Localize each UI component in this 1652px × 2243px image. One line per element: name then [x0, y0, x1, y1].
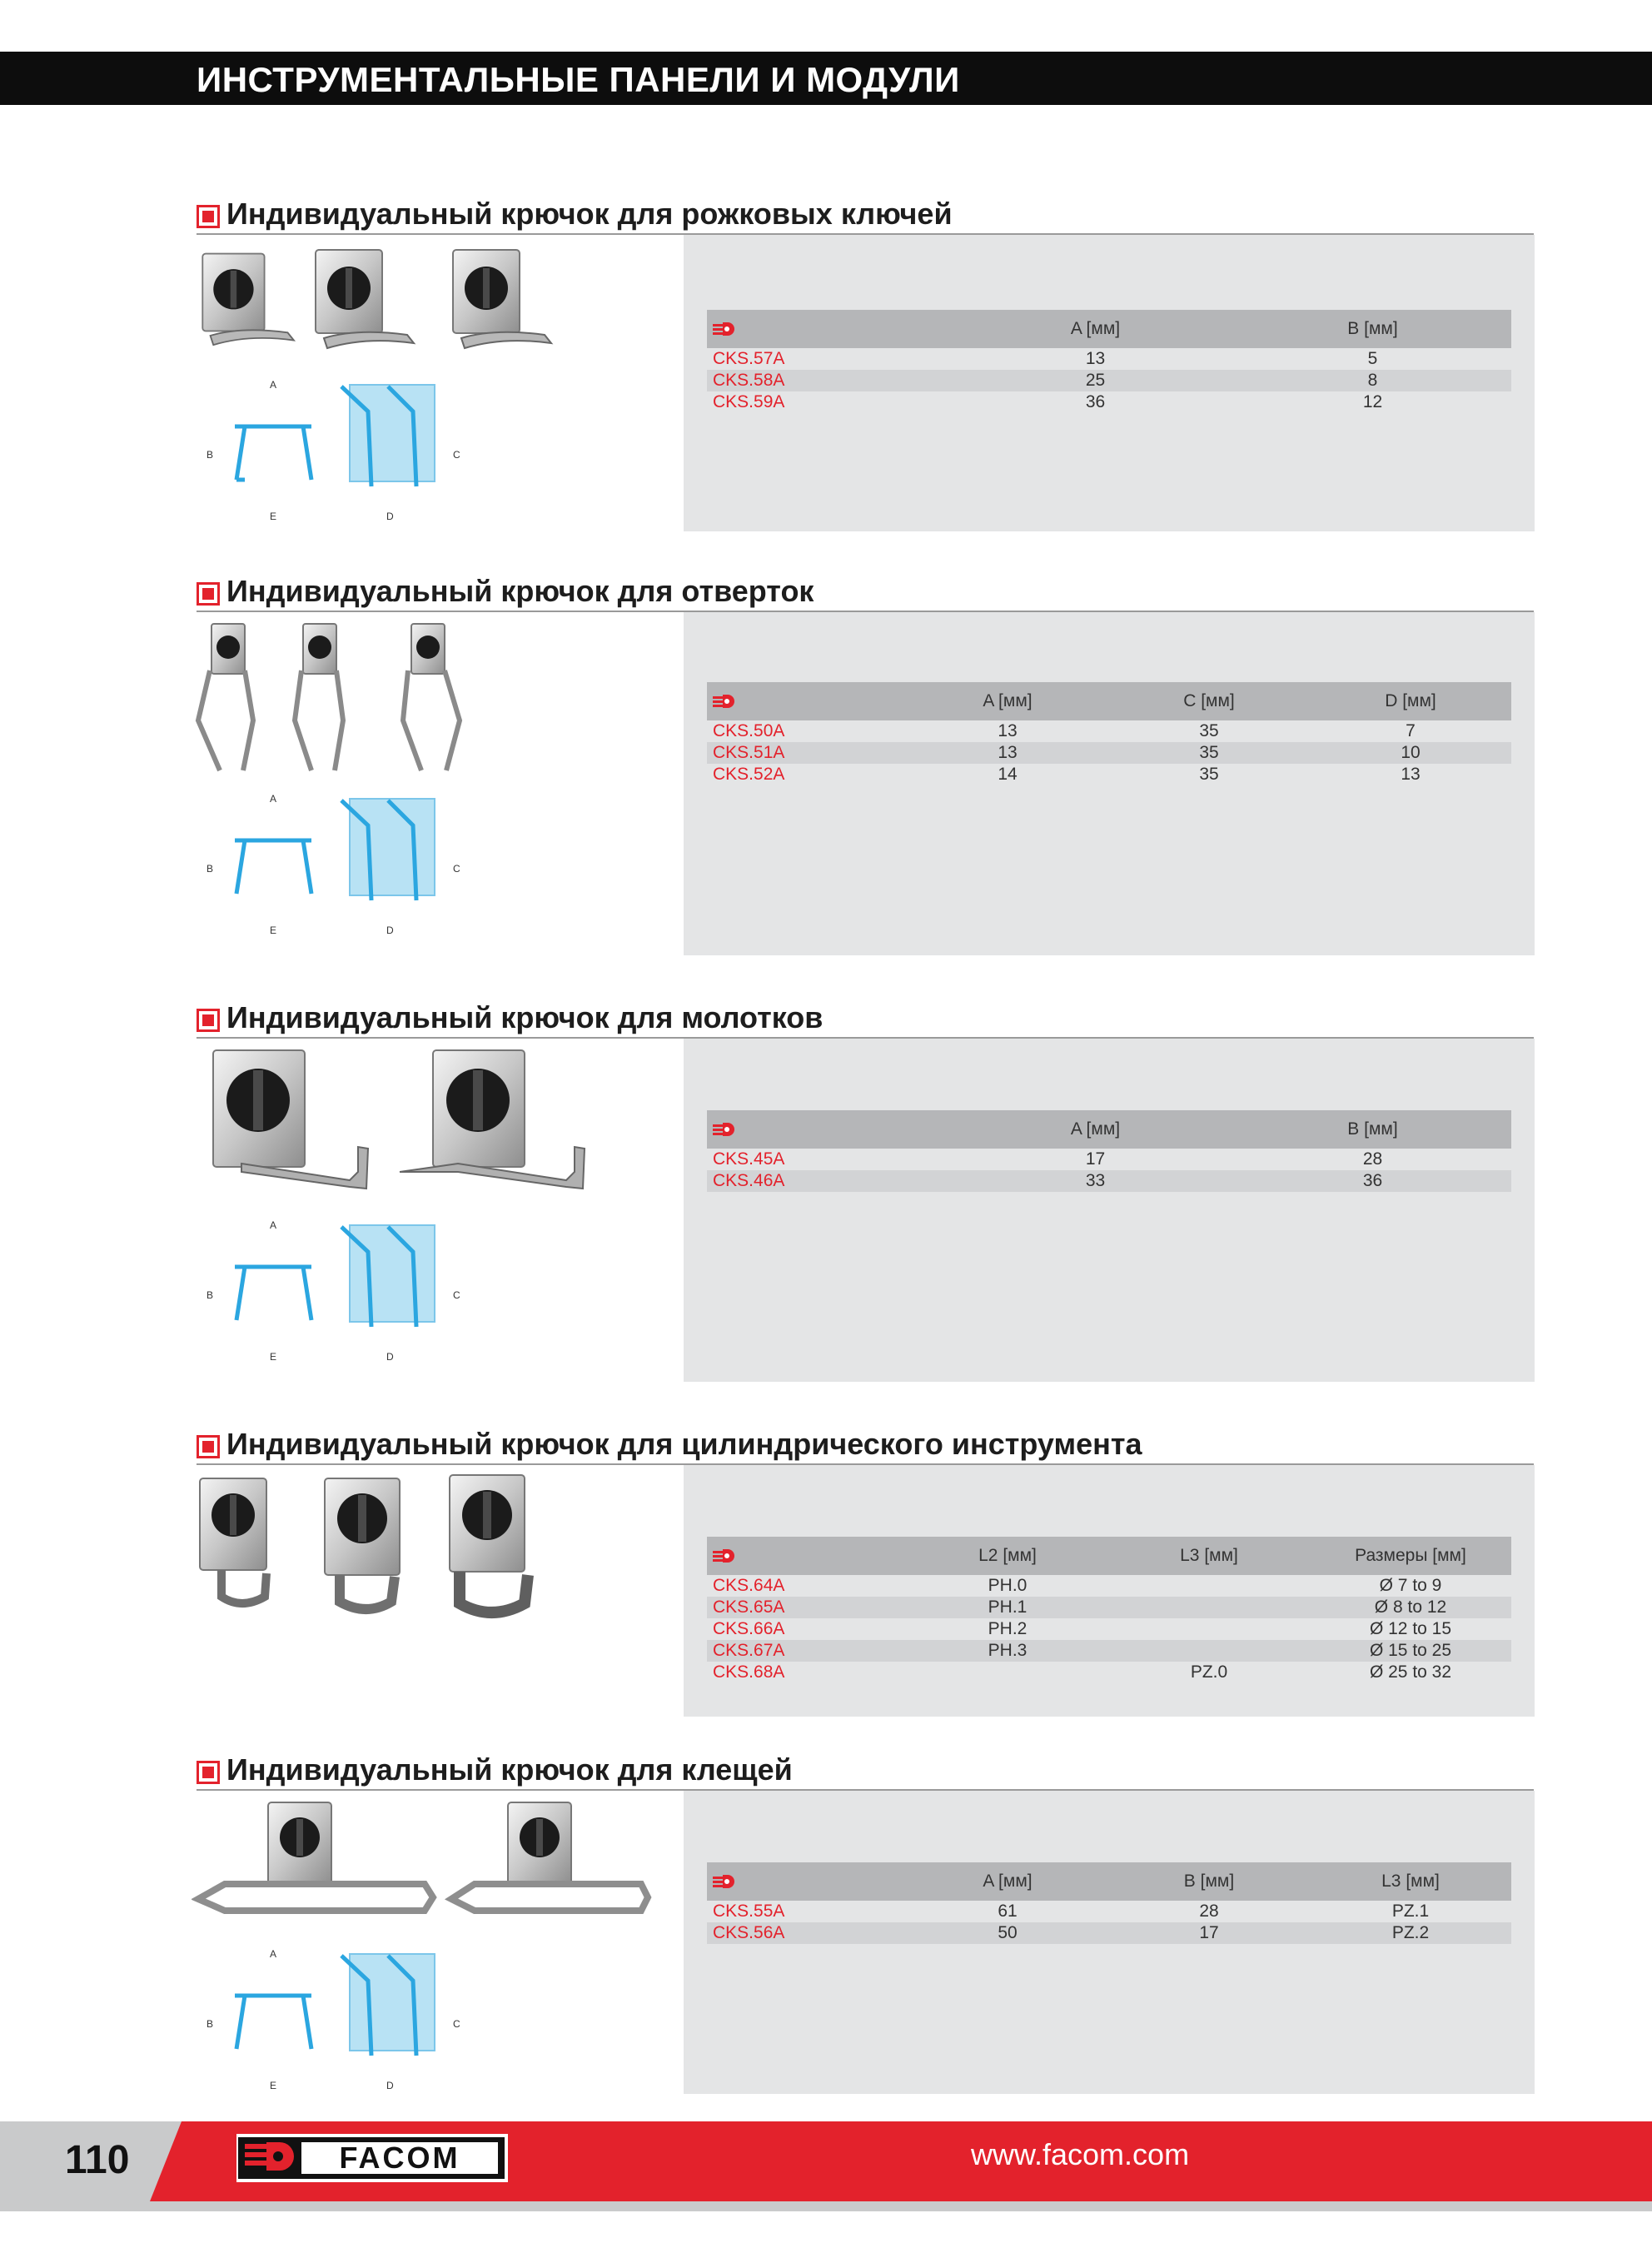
reference-icon	[713, 1122, 734, 1137]
dim-label-a: A	[270, 793, 277, 805]
table-row	[707, 1170, 1511, 1192]
dim-label-a: A	[270, 379, 277, 391]
value-cell: 35	[1199, 721, 1219, 740]
table-row	[707, 1618, 1511, 1640]
table-header-row	[707, 1110, 1511, 1149]
ref-cell: CKS.57A	[713, 349, 785, 368]
ref-header-cell	[707, 310, 957, 348]
spec-panel	[684, 1465, 1535, 1717]
value-cell: 28	[1199, 1902, 1219, 1921]
product-illustration	[195, 621, 611, 954]
dim-label-c: C	[453, 2018, 460, 2030]
dim-label-c: C	[453, 449, 460, 461]
footer-url[interactable]: www.facom.com	[971, 2137, 1190, 2171]
value-cell: PH.0	[988, 1576, 1028, 1595]
page-number: 110	[65, 2138, 130, 2182]
reference-icon	[713, 1548, 734, 1563]
table-row	[707, 391, 1511, 413]
column-header: B [мм]	[1234, 1110, 1511, 1149]
hook-photo	[403, 624, 460, 770]
spec-panel	[684, 235, 1535, 531]
column-header: D [мм]	[1310, 682, 1511, 720]
facom-logo	[236, 2132, 511, 2184]
product-illustration	[192, 1799, 674, 2107]
product-illustration	[192, 1047, 674, 1380]
value-cell	[1108, 1597, 1310, 1618]
section-bullet-icon	[197, 205, 220, 228]
ref-cell: CKS.68A	[713, 1662, 785, 1682]
column-header: L3 [мм]	[1108, 1537, 1310, 1575]
column-header: A [мм]	[957, 1110, 1234, 1149]
value-cell: 12	[1362, 392, 1383, 411]
ref-cell: CKS.45A	[713, 1149, 785, 1169]
page-title: ИНСТРУМЕНТАЛЬНЫЕ ПАНЕЛИ И МОДУЛИ	[197, 60, 960, 99]
section-title: Индивидуальный крючок для отверток	[226, 574, 814, 608]
spec-table	[707, 1537, 1511, 1683]
value-cell: 14	[998, 765, 1018, 784]
table-row	[707, 1575, 1511, 1597]
hook-photo	[200, 1478, 266, 1603]
ref-header-cell	[707, 682, 907, 720]
ref-cell: CKS.51A	[707, 742, 907, 764]
value-cell: Ø 15 to 25	[1310, 1640, 1511, 1662]
ref-cell: CKS.67A	[707, 1640, 907, 1662]
ref-header-cell	[707, 1110, 957, 1149]
dim-label-c: C	[453, 863, 460, 875]
dim-label-e: E	[270, 1351, 277, 1363]
value-cell: Ø 25 to 32	[1369, 1662, 1452, 1682]
value-cell: Ø 8 to 12	[1310, 1597, 1511, 1618]
section-title: Индивидуальный крючок для рожковых ключей	[226, 197, 953, 231]
section-bullet-icon	[197, 582, 220, 606]
dim-label-b: B	[206, 1289, 214, 1301]
hook-photo	[295, 624, 343, 770]
reference-icon	[713, 1874, 734, 1889]
ref-cell: CKS.46A	[707, 1170, 957, 1192]
value-cell: 35	[1108, 742, 1310, 764]
reference-icon	[713, 321, 734, 336]
hook-photo	[325, 1478, 400, 1609]
table-header-row	[707, 1537, 1511, 1575]
section-bullet-icon	[197, 1009, 220, 1032]
reference-icon	[713, 694, 734, 709]
value-cell: 28	[1362, 1149, 1383, 1169]
value-cell: 13	[1401, 765, 1421, 784]
table-header-row	[707, 310, 1511, 348]
column-header: L2 [мм]	[907, 1537, 1108, 1575]
page-header	[0, 52, 1652, 105]
value-cell: 13	[1085, 349, 1106, 368]
dim-label-a: A	[270, 1219, 277, 1231]
value-cell: 33	[957, 1170, 1234, 1192]
table-row	[707, 720, 1511, 742]
column-header: A [мм]	[957, 310, 1234, 348]
ref-cell: CKS.58A	[707, 370, 957, 391]
value-cell: 25	[957, 370, 1234, 391]
value-cell: PH.2	[988, 1619, 1028, 1638]
value-cell: 13	[998, 721, 1018, 740]
column-header: A [мм]	[907, 682, 1108, 720]
dim-label-d: D	[386, 925, 394, 936]
ref-cell: CKS.52A	[713, 765, 785, 784]
dim-label-a: A	[270, 1948, 277, 1960]
table-row	[707, 1901, 1511, 1922]
ref-cell: CKS.64A	[713, 1576, 785, 1595]
spec-table	[707, 682, 1511, 785]
dim-label-b: B	[206, 863, 214, 875]
ref-cell: CKS.50A	[713, 721, 785, 740]
spec-panel	[684, 1791, 1535, 2094]
value-cell	[1108, 1640, 1310, 1662]
hook-photo	[453, 250, 551, 348]
hook-photo	[198, 1802, 433, 1911]
section-bullet-icon	[197, 1435, 220, 1458]
hook-photo	[450, 1475, 528, 1612]
logo-wordmark: FACOM	[339, 2141, 460, 2175]
value-cell	[1108, 1618, 1310, 1640]
hook-photo	[316, 250, 414, 348]
value-cell: 17	[1108, 1922, 1310, 1944]
dim-label-d: D	[386, 1351, 394, 1363]
dim-label-e: E	[270, 2080, 277, 2091]
value-cell	[907, 1662, 1108, 1683]
value-cell: 35	[1199, 765, 1219, 784]
dim-label-b: B	[206, 449, 214, 461]
value-cell: 61	[998, 1902, 1018, 1921]
section-header	[197, 1752, 1534, 1791]
section-header	[197, 197, 1534, 235]
column-header: Размеры [мм]	[1310, 1537, 1511, 1575]
column-header: B [мм]	[1234, 310, 1511, 348]
table-row	[707, 1597, 1511, 1618]
dim-label-d: D	[386, 2080, 394, 2091]
dim-label-b: B	[206, 2018, 214, 2030]
value-cell: Ø 12 to 15	[1369, 1619, 1452, 1638]
column-header: B [мм]	[1108, 1862, 1310, 1901]
dim-label-d: D	[386, 511, 394, 522]
table-row	[707, 764, 1511, 785]
value-cell: 8	[1234, 370, 1511, 391]
hook-photo	[213, 1050, 368, 1189]
product-illustration	[195, 245, 611, 536]
value-cell: PH.3	[907, 1640, 1108, 1662]
hook-photo	[451, 1802, 648, 1911]
hook-photo	[400, 1050, 585, 1189]
column-header: L3 [мм]	[1310, 1862, 1511, 1901]
ref-header-cell	[707, 1537, 907, 1575]
dim-label-c: C	[453, 1289, 460, 1301]
value-cell: 36	[1234, 1170, 1511, 1192]
spec-panel	[684, 612, 1535, 955]
table-row	[707, 370, 1511, 391]
ref-cell: CKS.65A	[707, 1597, 907, 1618]
value-cell: PZ.1	[1391, 1902, 1430, 1921]
value-cell: 5	[1367, 349, 1378, 368]
table-row	[707, 1922, 1511, 1944]
section-header	[197, 1427, 1534, 1465]
dim-label-e: E	[270, 925, 277, 936]
section-title: Индивидуальный крючок для клещей	[226, 1752, 793, 1787]
value-cell: 36	[1085, 392, 1106, 411]
hook-photo	[198, 624, 253, 770]
spec-table	[707, 1862, 1511, 1944]
table-row	[707, 742, 1511, 764]
section-bullet-icon	[197, 1761, 220, 1784]
hook-photo	[202, 254, 294, 346]
table-header-row	[707, 682, 1511, 720]
ref-cell: CKS.66A	[713, 1619, 785, 1638]
table-row	[707, 1640, 1511, 1662]
ref-cell: CKS.56A	[707, 1922, 907, 1944]
ref-cell: CKS.59A	[713, 392, 785, 411]
table-row	[707, 1662, 1511, 1683]
value-cell: PZ.2	[1310, 1922, 1511, 1944]
spec-table	[707, 310, 1511, 413]
spec-panel	[684, 1039, 1535, 1382]
column-header: C [мм]	[1108, 682, 1310, 720]
spec-table	[707, 1110, 1511, 1192]
value-cell: 7	[1406, 721, 1416, 740]
dimension-diagram	[235, 385, 435, 486]
section-title: Индивидуальный крючок для молотков	[226, 1000, 824, 1034]
value-cell: PH.1	[907, 1597, 1108, 1618]
value-cell: PZ.0	[1190, 1662, 1228, 1682]
section-header	[197, 574, 1534, 612]
column-header: A [мм]	[907, 1862, 1108, 1901]
value-cell: 50	[907, 1922, 1108, 1944]
table-header-row	[707, 1862, 1511, 1901]
dim-label-e: E	[270, 511, 277, 522]
ref-header-cell	[707, 1862, 907, 1901]
value-cell: 13	[907, 742, 1108, 764]
table-row	[707, 1149, 1511, 1170]
value-cell: Ø 7 to 9	[1379, 1576, 1442, 1595]
ref-cell: CKS.55A	[713, 1902, 785, 1921]
value-cell	[1108, 1575, 1310, 1597]
value-cell: 17	[1085, 1149, 1106, 1169]
section-header	[197, 1000, 1534, 1039]
table-row	[707, 348, 1511, 370]
section-title: Индивидуальный крючок для цилиндрического инструмента	[226, 1427, 1142, 1461]
product-illustration	[192, 1473, 575, 1665]
value-cell: 10	[1310, 742, 1511, 764]
